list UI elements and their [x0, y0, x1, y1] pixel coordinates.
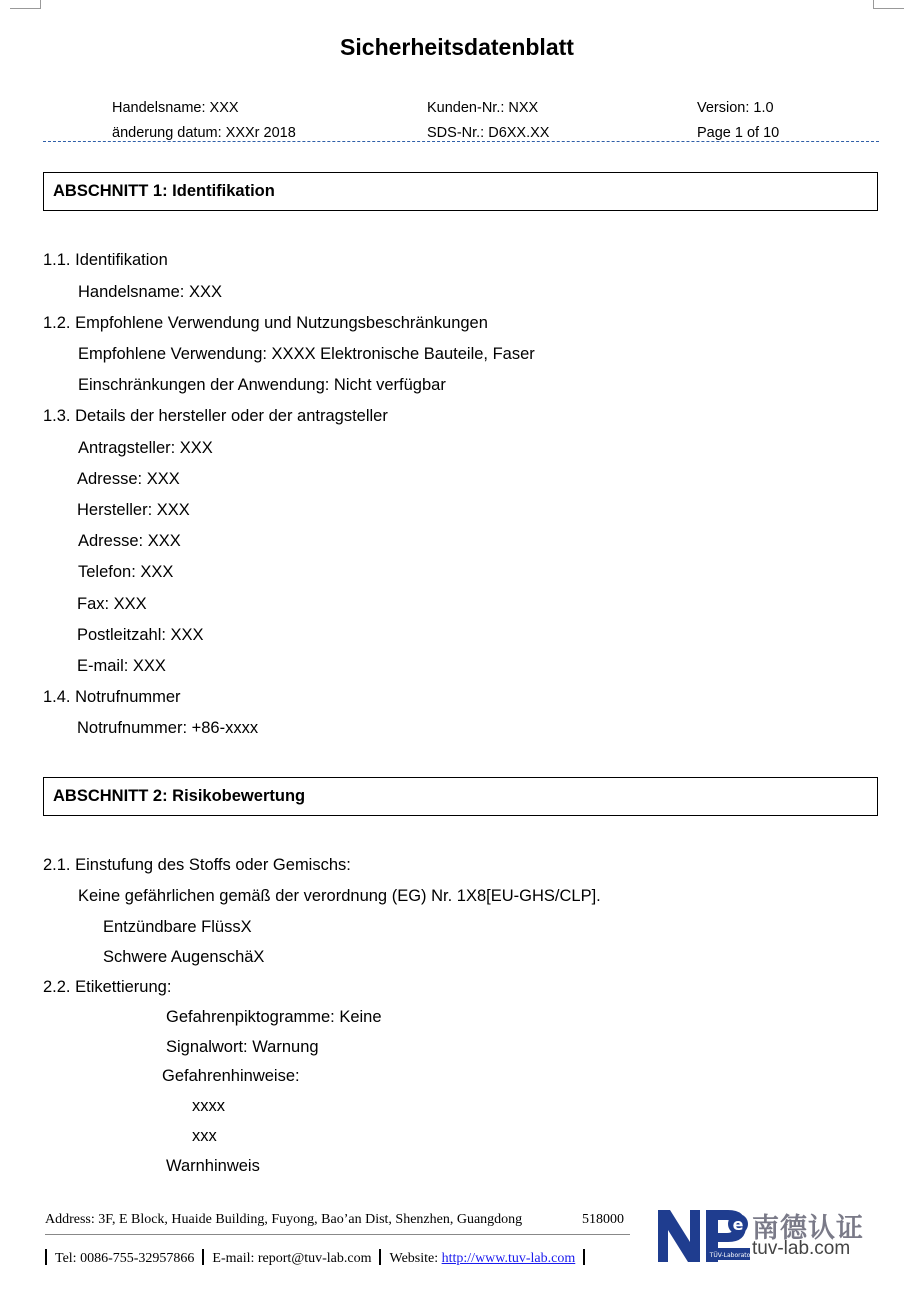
sec1-email: E-mail: XXX [77, 657, 166, 675]
footer-separator [45, 1249, 47, 1265]
sec2-hazard-item-2: xxx [192, 1127, 217, 1145]
page-corner-mark-right [873, 0, 904, 9]
footer-website-link[interactable]: http://www.tuv-lab.com [441, 1251, 576, 1266]
sec2-precautionary: Warnhinweis [166, 1157, 260, 1175]
svg-text:TÜV-Laboratory: TÜV-Laboratory [709, 1252, 757, 1259]
sec2-signal-word: Signalwort: Warnung [166, 1038, 319, 1056]
footer-separator [583, 1249, 585, 1265]
header-sds-no: SDS-Nr.: D6XX.XX [427, 125, 550, 141]
sec2-hazard-statements: Gefahrenhinweise: [162, 1067, 300, 1085]
sec1-recommended-use: Empfohlene Verwendung: XXXX Elektronische Bauteile, Faser [78, 345, 535, 363]
sec1-1-1-heading: 1.1. Identifikation [43, 251, 168, 269]
header-revision-date: änderung datum: XXXr 2018 [112, 125, 296, 141]
footer-website-label: Website: [389, 1251, 439, 1266]
footer-contacts [45, 1249, 593, 1267]
sec2-classification: Keine gefährlichen gemäß der verordnung (EG) Nr. 1X8[EU-GHS/CLP]. [78, 887, 601, 905]
section-1-heading: ABSCHNITT 1: Identifikation [43, 172, 878, 211]
sec1-manufacturer: Hersteller: XXX [77, 501, 190, 519]
header-customer-no: Kunden-Nr.: NXX [427, 100, 539, 116]
logo-domain: tuv-lab.com [752, 1238, 851, 1259]
sec2-flammable-liquid: Entzündbare FlüssX [103, 918, 252, 936]
page-corner-mark-left [10, 0, 41, 9]
sec2-eye-damage: Schwere AugenschäX [103, 948, 265, 966]
logo-chinese-name: 南德认证 [752, 1213, 864, 1244]
footer-email: E-mail: report@tuv-lab.com [212, 1251, 372, 1266]
header-divider [43, 141, 879, 142]
sec2-2-1-heading: 2.1. Einstufung des Stoffs oder Gemischs: [43, 856, 351, 874]
sec1-1-3-heading: 1.3. Details der hersteller oder der antragsteller [43, 407, 388, 425]
sec1-emergency-number: Notrufnummer: +86-xxxx [77, 719, 259, 737]
sec2-2-2-heading: 2.2. Etikettierung: [43, 978, 172, 996]
sec1-restrictions: Einschränkungen der Anwendung: Nicht verfügbar [78, 376, 446, 394]
sec1-postcode: Postleitzahl: XXX [77, 626, 204, 644]
section-2-heading: ABSCHNITT 2: Risikobewertung [43, 777, 878, 816]
footer-address-line [45, 1212, 630, 1235]
footer-zip: 518000 [582, 1212, 624, 1227]
sec1-1-4-heading: 1.4. Notrufnummer [43, 688, 181, 706]
footer-separator [202, 1249, 204, 1265]
svg-text:e: e [732, 1215, 744, 1234]
header-trade-name: Handelsname: XXX [112, 100, 239, 116]
footer-separator [379, 1249, 381, 1265]
document-title: Sicherheitsdatenblatt [340, 34, 574, 60]
sec1-manufacturer-address: Adresse: XXX [78, 532, 181, 550]
sec1-trade-name: Handelsname: XXX [78, 283, 222, 301]
footer-address: Address: 3F, E Block, Huaide Building, Fuyong, Bao’an Dist, Shenzhen, Guangdong [45, 1212, 523, 1227]
sec2-hazard-item-1: xxxx [192, 1097, 225, 1115]
footer-tel: Tel: 0086-755-32957866 [55, 1251, 195, 1266]
sec1-applicant: Antragsteller: XXX [78, 439, 213, 457]
sec1-1-2-heading: 1.2. Empfohlene Verwendung und Nutzungsbeschränkungen [43, 314, 488, 332]
sec2-pictograms: Gefahrenpiktogramme: Keine [166, 1008, 382, 1026]
header-page: Page 1 of 10 [697, 125, 780, 141]
sec1-fax: Fax: XXX [77, 595, 147, 613]
header-version: Version: 1.0 [697, 100, 774, 116]
sec1-applicant-address: Adresse: XXX [77, 470, 180, 488]
sec1-telephone: Telefon: XXX [78, 563, 174, 581]
